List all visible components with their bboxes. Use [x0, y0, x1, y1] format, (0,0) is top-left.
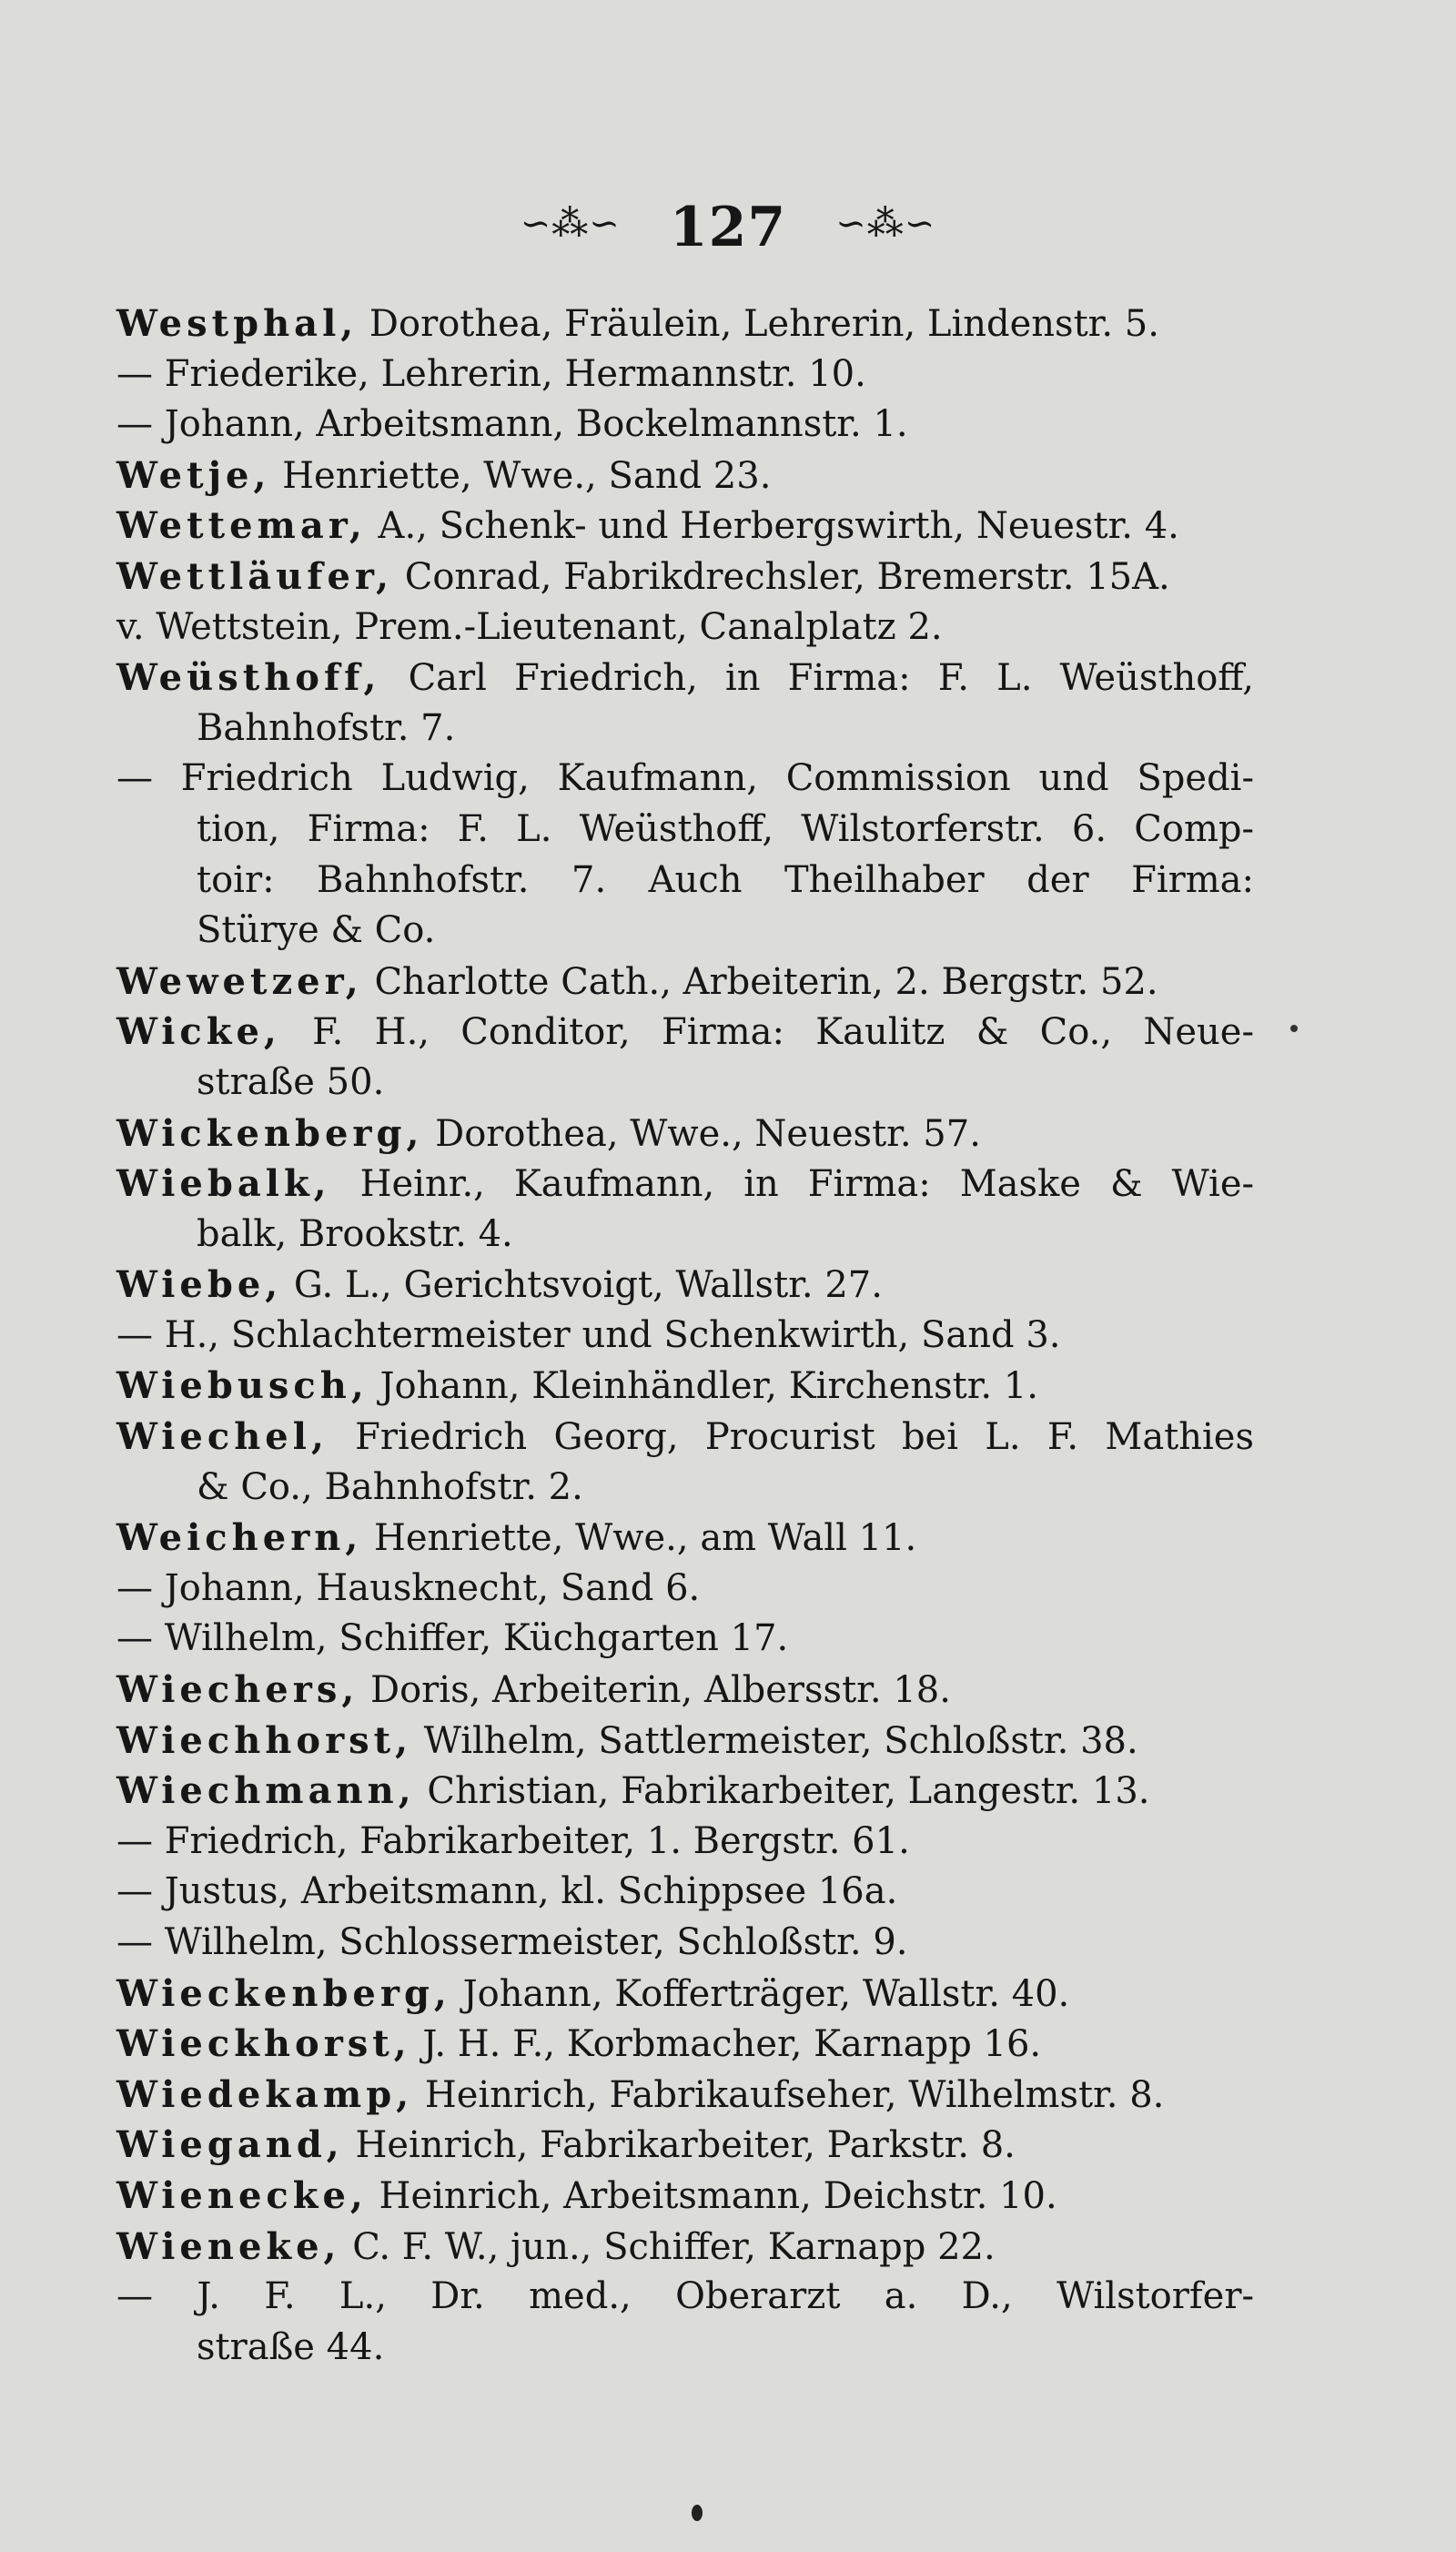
entry-text: Charlotte Cath., Arbeiterin, 2. Bergstr. 52. — [362, 960, 1158, 1003]
entry-surname: Westphal, — [116, 302, 359, 345]
entry-line — [116, 1564, 1254, 1615]
entry-text: J. H. F., Korbmacher, Karnapp 16. — [410, 2023, 1042, 2066]
entry-line — [116, 653, 1254, 704]
entry-line — [116, 552, 1254, 603]
entry-text: Johann, Kofferträger, Wallstr. 40. — [450, 1972, 1070, 2015]
entry-text: — Friedrich, Fabrikarbeiter, 1. Bergstr. 61. — [116, 1819, 910, 1862]
entry-text: — J. F. L., Dr. med., Oberarzt a. D., Wilstorfer- — [116, 2275, 1254, 2318]
entry-text: & Co., Bahnhofstr. 2. — [197, 1465, 583, 1508]
entry-surname: Wiebusch, — [116, 1364, 369, 1408]
entry-line — [116, 2272, 1254, 2323]
entry-continuation-line — [116, 805, 1254, 856]
entry-surname: Wickenberg, — [116, 1111, 424, 1155]
entry-text: C. F. W., jun., Schiffer, Karnapp 22. — [340, 2225, 996, 2268]
entry-text: straße 50. — [197, 1060, 385, 1103]
entry-text: A., Schenk- und Herbergswirth, Neuestr. 4. — [366, 505, 1179, 548]
entry-text: v. Wettstein, Prem.-Lieutenant, Canalplatz 2. — [116, 605, 943, 648]
entry-text: G. L., Gerichtsvoigt, Wallstr. 27. — [282, 1264, 883, 1307]
entry-surname: Wetje, — [116, 453, 271, 497]
entry-surname: Wiebe, — [116, 1263, 283, 1307]
entry-text: Wilhelm, Sattlermeister, Schloßstr. 38. — [412, 1719, 1138, 1762]
entry-text: — Friederike, Lehrerin, Hermannstr. 10. — [116, 352, 866, 395]
entry-line — [116, 299, 1254, 349]
print-speck — [1290, 1025, 1298, 1032]
entry-continuation-line — [116, 856, 1254, 906]
entry-continuation-line — [116, 906, 1254, 957]
entry-text: tion, Firma: F. L. Weüsthoff, Wilstorferstr. 6. Comp- — [197, 807, 1254, 850]
entry-surname: Wettemar, — [116, 504, 367, 548]
entry-text: Henriette, Wwe., Sand 23. — [270, 454, 772, 497]
entry-line — [116, 957, 1254, 1008]
entry-line — [116, 1361, 1254, 1412]
entry-line — [116, 1918, 1254, 1969]
entry-continuation-line — [116, 2323, 1254, 2374]
entry-text: Dorothea, Fräulein, Lehrerin, Lindenstr. 5. — [358, 303, 1159, 345]
entry-text: — H., Schlachtermeister und Schenkwirth, Sand 3. — [116, 1313, 1061, 1356]
ornament-left: ∽⁂∽ — [520, 203, 621, 246]
page-header — [0, 187, 1456, 264]
page-number: 127 — [669, 196, 787, 260]
entry-surname: Wiechel, — [116, 1415, 329, 1459]
entry-text: F. H., Conditor, Firma: Kaulitz & Co., Neue- — [280, 1011, 1254, 1054]
entry-line — [116, 1766, 1254, 1817]
entry-line — [116, 1513, 1254, 1564]
entry-text: Christian, Fabrikarbeiter, Langestr. 13. — [415, 1770, 1150, 1813]
entry-text: Carl Friedrich, in Firma: F. L. Weüsthoff, — [380, 657, 1254, 700]
entry-surname: Wiegand, — [116, 2123, 344, 2167]
print-mark — [692, 2505, 703, 2521]
entry-continuation-line — [116, 704, 1254, 754]
entry-text: Heinr., Kaufmann, in Firma: Maske & Wie- — [330, 1163, 1254, 1206]
entry-surname: Wicke, — [116, 1010, 281, 1054]
entry-text: Johann, Kleinhändler, Kirchenstr. 1. — [368, 1365, 1039, 1408]
entry-line — [116, 2070, 1254, 2121]
entry-surname: Wewetzer, — [116, 959, 363, 1003]
entry-text: Henriette, Wwe., am Wall 11. — [362, 1517, 917, 1560]
entry-surname: Wieneke, — [116, 2224, 341, 2268]
entry-text: Stürye & Co. — [197, 909, 436, 952]
entry-text: Heinrich, Fabrikarbeiter, Parkstr. 8. — [343, 2124, 1016, 2167]
entry-text: balk, Brookstr. 4. — [197, 1212, 513, 1255]
entry-line — [116, 451, 1254, 501]
entry-line — [116, 1007, 1254, 1058]
entry-line — [116, 1109, 1254, 1160]
entry-text: — Wilhelm, Schiffer, Küchgarten 17. — [116, 1617, 789, 1660]
entry-line — [116, 349, 1254, 400]
directory-entries — [116, 299, 1254, 2373]
entry-text: Dorothea, Wwe., Neuestr. 57. — [423, 1112, 981, 1155]
entry-text: Doris, Arbeiterin, Albersstr. 18. — [359, 1669, 951, 1712]
entry-line — [116, 1665, 1254, 1716]
entry-surname: Wiebalk, — [116, 1162, 331, 1206]
entry-surname: Weüsthoff, — [116, 656, 381, 700]
entry-surname: Wiechhorst, — [116, 1718, 413, 1762]
entry-line — [116, 2120, 1254, 2171]
entry-surname: Wettläufer, — [116, 554, 394, 598]
entry-surname: Wienecke, — [116, 2173, 368, 2217]
entry-surname: Wieckenberg, — [116, 1971, 451, 2015]
entry-line — [116, 1311, 1254, 1362]
entry-line — [116, 1867, 1254, 1918]
entry-surname: Wiedekamp, — [116, 2072, 414, 2116]
entry-line — [116, 501, 1254, 552]
entry-line — [116, 1969, 1254, 2020]
entry-line — [116, 2222, 1254, 2273]
entry-line — [116, 754, 1254, 805]
entry-line — [116, 1614, 1254, 1665]
entry-text: Friedrich Georg, Procurist bei L. F. Mathies — [328, 1416, 1254, 1459]
entry-text: — Justus, Arbeitsmann, kl. Schippsee 16a. — [116, 1870, 898, 1913]
entry-text: — Wilhelm, Schlossermeister, Schloßstr. 9. — [116, 1921, 908, 1963]
entry-text: Conrad, Fabrikdrechsler, Bremerstr. 15A. — [393, 555, 1170, 598]
entry-text: Heinrich, Fabrikaufseher, Wilhelmstr. 8. — [413, 2073, 1165, 2116]
entry-continuation-line — [116, 1210, 1254, 1261]
entry-text: straße 44. — [197, 2325, 385, 2368]
entry-surname: Weichern, — [116, 1516, 363, 1560]
entry-text: — Friedrich Ludwig, Kaufmann, Commission und Spedi- — [116, 757, 1254, 800]
entry-line — [116, 1412, 1254, 1463]
entry-line — [116, 1716, 1254, 1767]
entry-text: Heinrich, Arbeitsmann, Deichstr. 10. — [367, 2174, 1057, 2217]
entry-continuation-line — [116, 1058, 1254, 1109]
entry-text: Bahnhofstr. 7. — [197, 706, 456, 749]
entry-line — [116, 1817, 1254, 1868]
entry-surname: Wieckhorst, — [116, 2022, 411, 2066]
entry-line — [116, 400, 1254, 451]
entry-line — [116, 2171, 1254, 2222]
entry-line — [116, 1260, 1254, 1311]
ornament-right: ∽⁂∽ — [835, 203, 936, 246]
entry-line — [116, 1159, 1254, 1210]
entry-text: — Johann, Hausknecht, Sand 6. — [116, 1566, 701, 1609]
entry-line — [116, 2019, 1254, 2070]
entry-text: toir: Bahnhofstr. 7. Auch Theilhaber der Firma: — [197, 858, 1254, 901]
entry-text: — Johann, Arbeitsmann, Bockelmannstr. 1. — [116, 403, 908, 446]
entry-surname: Wiechers, — [116, 1668, 359, 1712]
entry-continuation-line — [116, 1463, 1254, 1514]
entry-surname: Wiechmann, — [116, 1769, 416, 1813]
entry-line — [116, 603, 1254, 653]
